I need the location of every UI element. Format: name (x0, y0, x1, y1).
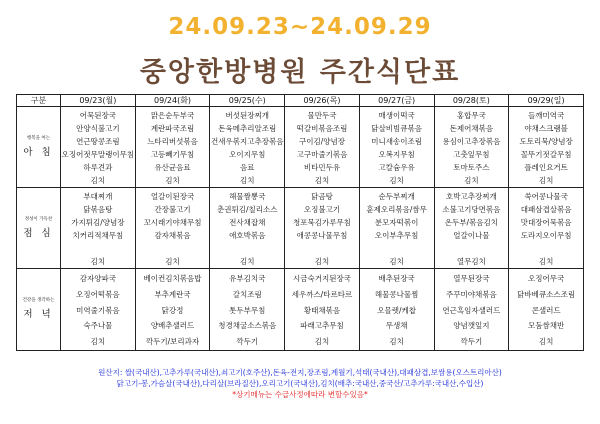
menu-item: 갈치조림 (232, 289, 262, 299)
menu-item: 시금숙거지된장국 (292, 274, 351, 283)
menu-item: 모둠쌈채반 (527, 321, 565, 331)
menu-cell (509, 269, 584, 351)
menu-cell (434, 107, 509, 188)
menu-item: 무생채 (385, 321, 408, 331)
menu-item: 고춧잎무침 (453, 150, 490, 159)
menu-item: 춘권튀김/칠리소스 (217, 205, 278, 214)
menu-item (360, 242, 434, 255)
menu-item: 김치 (240, 257, 255, 266)
menu-item (435, 242, 509, 255)
menu-cell (135, 188, 210, 269)
menu-item: 전사채잡채 (229, 218, 266, 227)
day-header: 09/24(화) (135, 95, 210, 107)
menu-item: 얼갈이된장국 (150, 192, 195, 201)
day-header-sunday: 09/29(일) (509, 95, 584, 107)
menu-item: 토마토주스 (453, 163, 490, 172)
menu-item: 감자채볶음 (154, 231, 191, 240)
menu-cell (61, 269, 136, 351)
menu-item: 김치 (314, 257, 330, 266)
menu-item: 고구마줄기볶음 (296, 150, 348, 159)
meal-name: 점 심 (23, 227, 54, 239)
menu-cell (285, 107, 360, 188)
menu-item: 콘샐러드 (531, 305, 561, 315)
menu-item: 간장불고기 (154, 205, 191, 214)
meal-tagline: 행복을 여는 (26, 136, 51, 141)
menu-item: 김치 (314, 176, 330, 185)
page-title: 중앙한방병원 주간식단표 (139, 57, 461, 88)
menu-cell (359, 269, 434, 351)
meal-name: 저 녁 (23, 308, 54, 320)
menu-item: 치커리적채무침 (72, 231, 124, 240)
menu-item: 유부김치국 (229, 274, 266, 283)
menu-item: 오징불고기 (303, 205, 341, 214)
menu-item: 오믈렛/케찹 (377, 305, 417, 315)
menu-item: 오징어무국 (527, 274, 565, 283)
menu-item: 부추계란국 (154, 289, 191, 299)
menu-item: 온두부/볶음김치 (444, 218, 498, 227)
menu-item: 세우까스/타르타르 (291, 289, 353, 299)
menu-item (285, 242, 359, 255)
menu-item: 양배추샐러드 (150, 321, 195, 331)
meal-name: 아 침 (23, 146, 54, 158)
menu-item (509, 242, 583, 255)
menu-item: 숙주나물 (83, 321, 113, 331)
menu-cell (509, 188, 584, 269)
date-range: 24.09.23~24.09.29 (168, 14, 432, 40)
meal-row (17, 107, 584, 188)
menu-item: 김치 (165, 176, 180, 185)
menu-cell (359, 107, 434, 188)
meal-tagline: 정성이 가득찬 (24, 217, 53, 222)
day-header: 09/23(월) (61, 95, 136, 107)
corner-label: 구분 (17, 95, 61, 107)
menu-cell (210, 188, 285, 269)
menu-item: 구이김/양념장 (298, 137, 345, 146)
day-header: 09/25(수) (210, 95, 285, 107)
menu-item: 어묵된장국 (79, 111, 116, 120)
menu-item: 떡갈비볶음조림 (296, 124, 348, 133)
menu-item: 김치 (389, 257, 404, 266)
menu-item: 물만두국 (307, 111, 337, 120)
disclaimer-note: *상기메뉴는 수급사정에따라 변할수있음* (232, 390, 368, 399)
menu-item: 김치 (538, 176, 554, 185)
menu-item: 오징어젓무말랭이무침 (61, 150, 135, 159)
menu-cell (61, 188, 136, 269)
menu-item: 맛대장어묵볶음 (520, 218, 572, 227)
menu-item: 김치 (240, 176, 255, 185)
menu-cell (135, 107, 210, 188)
menu-item: 쑥어콩나물국 (524, 192, 568, 201)
menu-item: 대패삼겹살볶음 (520, 205, 572, 214)
menu-item: 버섯된장찌개 (225, 111, 269, 120)
menu-item: 주꾸미야채볶음 (446, 289, 497, 299)
menu-item: 야채스크램블 (524, 124, 568, 133)
menu-cell (210, 269, 285, 351)
menu-item: 베이컨김치볶음밥 (143, 274, 202, 283)
menu-item: 호박고추장찌개 (446, 192, 497, 201)
menu-cell (434, 269, 509, 351)
meal-row (17, 188, 584, 269)
menu-item: 깍두기 (460, 337, 483, 347)
meal-label-cell (17, 107, 61, 188)
origin-note-line: 닭고기-봉,가슴살(국내산),다리살(브라질산),오리고기(국내산),김치(배추:국내산,중국산/고추가루:국내산,수입산) (116, 379, 484, 388)
menu-cell (359, 188, 434, 269)
day-header: 09/27(금) (359, 95, 434, 107)
menu-item: 김치 (90, 257, 106, 266)
menu-cell (210, 107, 285, 188)
menu-item: 오징어떡볶음 (76, 289, 120, 299)
menu-item: 열무된장국 (453, 274, 490, 283)
menu-item: 김치 (165, 257, 180, 266)
weekly-menu-table (16, 94, 584, 351)
meal-label-cell (17, 269, 61, 351)
menu-item: 들깨미역국 (527, 111, 565, 120)
menu-item: 오이부추무침 (374, 231, 419, 240)
menu-item: 플레인요거트 (524, 163, 568, 172)
menu-item: 오복지무침 (378, 150, 415, 159)
menu-item (210, 242, 284, 255)
meal-label-cell (17, 188, 61, 269)
menu-item: 양념깻잎지 (453, 321, 490, 331)
menu-item: 음료 (240, 163, 255, 172)
day-header-saturday: 09/28(토) (434, 95, 509, 107)
menu-item: 열무김치 (456, 257, 486, 266)
header-row (17, 95, 584, 107)
menu-item: 김치 (464, 176, 479, 185)
menu-item: 닭볶음탕 (83, 205, 113, 214)
menu-item (61, 242, 135, 255)
menu-item: 김치 (314, 337, 330, 347)
menu-item: 용심이고추장볶음 (442, 137, 501, 146)
menu-item: 미역줄기볶음 (76, 305, 120, 315)
menu-item: 맑은순두부국 (150, 111, 195, 120)
menu-item: 톳두부무침 (229, 305, 266, 315)
menu-item: 돈육메추리알조림 (218, 124, 277, 133)
menu-item: 순두부찌개 (378, 192, 415, 201)
menu-item: 김치 (538, 257, 554, 266)
menu-item: 닭살비빔큐볶음 (371, 124, 423, 133)
menu-item: 김치 (389, 337, 404, 347)
menu-cell (509, 107, 584, 188)
menu-item: 해물콩나물찜 (374, 289, 419, 299)
menu-item: 오이지무침 (229, 150, 266, 159)
menu-item (136, 242, 210, 255)
menu-item: 꼬시래기야채무침 (143, 218, 202, 227)
menu-item: 김치 (389, 176, 404, 185)
menu-item: 훈제오리볶음/쌈무 (366, 205, 427, 214)
menu-cell (135, 269, 210, 351)
menu-cell (61, 107, 136, 188)
origin-note-line: 원산지: 쌀(국내산),고추가루(국내산),쇠고기(호주산),돈육-전지,장조림,계월기,석태(국내산),대패삼겹,보쌈용(오스트리아산) (98, 368, 502, 377)
menu-item: 얼갈이나물 (453, 231, 490, 240)
meal-tagline: 건강을 생각하는 (22, 298, 55, 304)
menu-item: 고등빼기무침 (150, 150, 195, 159)
menu-item: 부대찌개 (83, 192, 113, 201)
menu-item: 김치 (538, 337, 554, 347)
menu-item: 꼴뚜기젓갈무침 (520, 150, 572, 159)
menu-cell (434, 188, 509, 269)
menu-item: 안양식불고기 (76, 124, 120, 133)
menu-item: 미니새송이조림 (371, 137, 423, 146)
menu-item: 파래고추무침 (300, 321, 344, 331)
menu-item: 도토리묵/양념장 (519, 137, 573, 146)
menu-item: 애콩콩나물무침 (296, 231, 348, 240)
menu-item: 매생이떡국 (378, 111, 415, 120)
menu-item: 건새우볶지고추장볶음 (211, 137, 284, 146)
menu-item: 연근흑임자샐러드 (442, 305, 501, 315)
menu-item: 감자양파국 (79, 274, 116, 283)
meal-row (17, 269, 584, 351)
menu-item: 분모자떡볶이 (374, 218, 419, 227)
menu-item: 닭강정 (161, 305, 184, 315)
menu-item: 돈제어채볶음 (449, 124, 494, 133)
menu-item: 고칼슘우유 (378, 163, 415, 172)
menu-item: 가지튀김/양념장 (71, 218, 125, 227)
menu-item: 연근땅콩조림 (76, 137, 120, 146)
menu-item: 홍합무국 (456, 111, 486, 120)
menu-item: 깍두기/보리과자 (145, 337, 200, 347)
menu-item: 배추된장국 (378, 274, 415, 283)
menu-item: 애호박볶음 (229, 231, 266, 240)
menu-item: 황태채볶음 (303, 305, 341, 315)
menu-item: 닭곰탕 (311, 192, 333, 201)
menu-item: 깍두기 (236, 337, 259, 347)
menu-item: 닭바베큐소스조림 (517, 289, 576, 299)
menu-item: 김치 (90, 337, 106, 347)
notes-block (16, 367, 584, 400)
menu-item: 느타리버섯볶음 (147, 137, 198, 146)
menu-item: 도라지오이무침 (520, 231, 572, 240)
menu-cell (285, 269, 360, 351)
day-header: 09/26(목) (285, 95, 360, 107)
menu-item: 청포묵김가루무침 (292, 218, 351, 227)
menu-item: 유산균음료 (154, 163, 191, 172)
menu-item: 계란파국조림 (150, 124, 195, 133)
menu-cell (285, 188, 360, 269)
menu-item: 비타민두유 (303, 163, 341, 172)
menu-item: 청경채굴소스볶음 (218, 321, 277, 331)
menu-item: 김치 (90, 176, 106, 185)
menu-item: 하루견과 (83, 163, 113, 172)
menu-item: 해물짬뽕국 (229, 192, 266, 201)
menu-item: 소불고기당면볶음 (442, 205, 501, 214)
